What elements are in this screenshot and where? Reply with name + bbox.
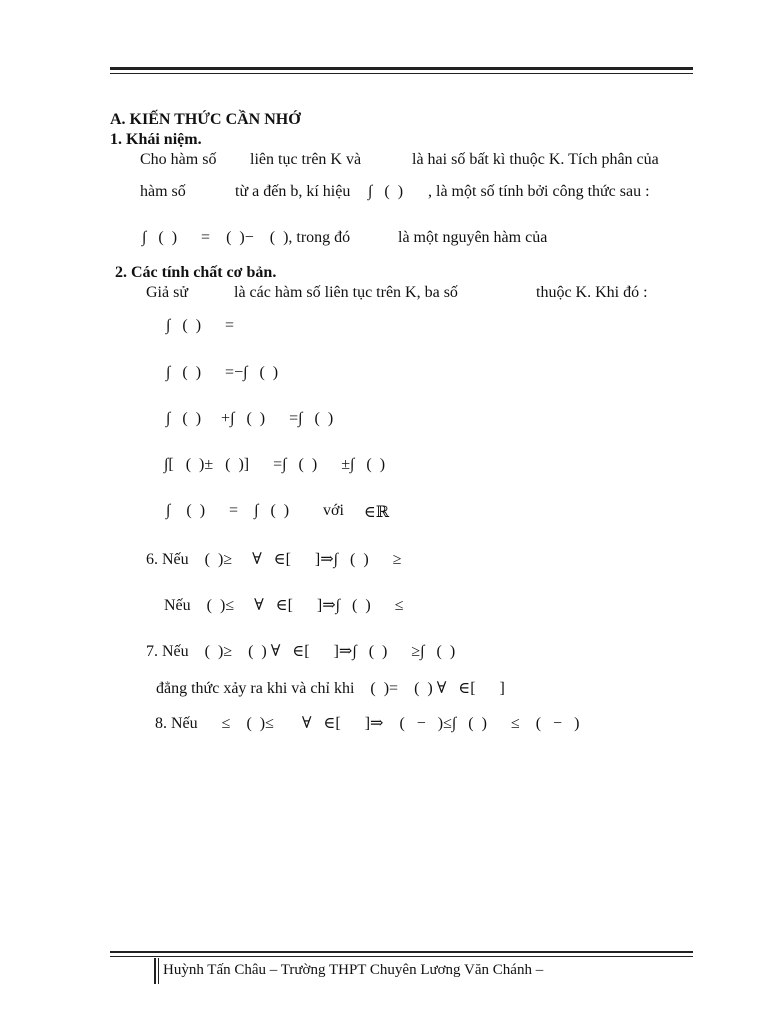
properties-intro-c: thuộc K. Khi đó : <box>536 284 648 301</box>
property-1: ∫ ( ) = <box>166 317 235 334</box>
property-8: 8. Nếu ≤ ( )≤ ∀ ∈[ ]⇒ ( − )≤∫ ( ) ≤ ( − ) <box>155 715 580 732</box>
property-5: ∫ ( ) = ∫ ( ) <box>166 502 290 519</box>
property-3: ∫ ( ) +∫ ( ) =∫ ( ) <box>166 410 334 427</box>
properties-intro-a: Giả sử <box>146 284 188 301</box>
definition-line-1c: là hai số bất kì thuộc K. Tích phân của <box>412 151 659 168</box>
definition-line-1a: Cho hàm số <box>140 151 217 168</box>
subsection-title-concept: 1. Khái niệm. <box>110 131 202 148</box>
property-7b: đẳng thức xảy ra khi và chỉ khi ( )= ( ) ∀ ∈[ ] <box>156 680 505 697</box>
properties-intro-b: là các hàm số liên tục trên K, ba số <box>234 284 458 301</box>
footer-bar-right <box>158 958 159 984</box>
definition-line-2d: , là một số tính bởi công thức sau : <box>428 183 650 200</box>
definition-line-2a: hàm số <box>140 183 186 200</box>
property-7a: 7. Nếu ( )≥ ( ) ∀ ∈[ ]⇒∫ ( ) ≥∫ ( ) <box>146 643 456 660</box>
header-rule-thick <box>110 67 693 70</box>
formula-note: là một nguyên hàm của <box>398 229 548 246</box>
section-title: A. KIẾN THỨC CẦN NHỚ <box>110 111 301 128</box>
subsection-title-properties: 2. Các tính chất cơ bản. <box>115 264 277 281</box>
property-5-with: với <box>323 502 344 519</box>
integral-notation: ∫ ( ) <box>368 183 404 200</box>
footer-rule-thin <box>110 956 693 957</box>
header-rule-thin <box>110 73 693 74</box>
footer-rule-thick <box>110 951 693 953</box>
definition-line-2b: từ a đến b, kí hiệu <box>235 183 351 200</box>
footer-bar-left <box>154 958 156 984</box>
property-5-real: ∈ℝ <box>364 504 390 521</box>
property-2: ∫ ( ) =−∫ ( ) <box>166 364 279 381</box>
property-6a: 6. Nếu ( )≥ ∀ ∈[ ]⇒∫ ( ) ≥ <box>146 551 402 568</box>
property-4: ∫[ ( )± ( )] =∫ ( ) ±∫ ( ) <box>164 456 386 473</box>
footer-text: Huỳnh Tấn Châu – Trường THPT Chuyên Lương Văn Chánh – <box>163 962 544 978</box>
newton-leibniz-formula: ∫ ( ) = ( )− ( ), trong đó <box>142 229 351 246</box>
definition-line-1b: liên tục trên K và <box>250 151 362 168</box>
property-6b: Nếu ( )≤ ∀ ∈[ ]⇒∫ ( ) ≤ <box>164 597 404 614</box>
